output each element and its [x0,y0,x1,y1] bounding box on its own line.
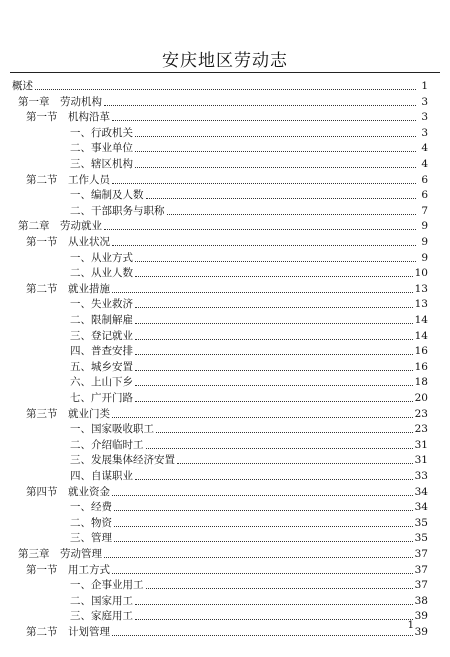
toc-entry-label: 一、行政机关 [70,126,133,139]
dot-leader [114,538,413,542]
toc-entry-page: 14 [414,314,428,326]
toc-entry-page: 3 [421,126,428,139]
toc-entry-label: 二、限制解雇 [70,314,133,326]
toc-entry-label: 第一节 从业状况 [26,236,110,248]
toc-entry-page: 34 [414,485,428,498]
toc-entry-label: 概述 [12,80,33,92]
toc-row [70,188,428,203]
dot-leader [135,336,413,340]
toc-entry-label: 一、经费 [70,501,112,514]
toc-row [26,173,428,188]
title-divider [10,72,440,73]
dot-leader [156,429,413,433]
toc-entry-page: 33 [414,470,428,482]
toc-row [70,469,428,484]
dot-leader [135,601,413,605]
dot-leader [135,304,413,308]
dot-leader [112,289,413,293]
toc-row [26,407,428,422]
toc-entry-label: 第三章 劳动管理 [18,548,102,560]
dot-leader [112,414,413,418]
toc-entry-label: 四、自谋职业 [70,470,133,482]
dot-leader [135,133,416,137]
toc-row [70,266,428,281]
toc-entry-label: 三、辖区机构 [70,158,133,170]
toc-entry-page: 16 [414,345,428,358]
dot-leader [135,148,416,152]
toc-entry-label: 三、发展集体经济安置 [70,454,175,467]
toc-entry-page: 37 [414,563,428,576]
toc-entry-page: 10 [414,267,428,280]
dot-leader [112,242,416,246]
toc-row [70,297,428,312]
page-number: 1 [407,620,414,631]
toc-entry-label: 六、上山下乡 [70,376,133,389]
toc-row [70,126,428,141]
dot-leader [112,180,416,184]
toc-row [70,251,428,266]
toc-entry-label: 第一节 机构沿革 [26,111,110,124]
toc-entry-label: 二、物资 [70,516,112,529]
toc-entry-page: 39 [414,610,428,623]
dot-leader [112,570,413,574]
toc-entry-label: 二、国家用工 [70,594,133,607]
toc-entry-label: 一、编制及人数 [70,189,144,202]
toc-entry-page: 38 [414,594,428,607]
toc-row [70,516,428,531]
toc-entry-page: 37 [414,548,428,560]
toc-entry-page: 13 [414,282,428,295]
toc-row [18,95,428,110]
toc-row [18,219,428,234]
toc-entry-label: 二、干部职务与职称 [70,204,165,217]
toc-row [70,453,428,468]
toc-row [18,547,428,562]
toc-entry-page: 9 [421,251,428,264]
toc-entry-label: 第一章 劳动机构 [18,95,102,108]
toc-row [70,344,428,359]
toc-entry-label: 第四节 就业资金 [26,485,110,498]
dot-leader [135,367,413,371]
toc-entry-page: 23 [414,407,428,420]
dot-leader [135,616,413,620]
toc-entry-page: 35 [414,516,428,529]
toc-row [70,360,428,375]
dot-leader [104,554,413,558]
toc-entry-page: 4 [421,142,428,155]
toc-entry-page: 4 [421,158,428,170]
dot-leader [104,102,416,106]
toc-entry-label: 一、失业救济 [70,298,133,311]
toc-entry-page: 18 [414,376,428,389]
toc-entry-page: 6 [421,189,428,202]
toc-entry-page: 31 [414,454,428,467]
toc-row [70,422,428,437]
toc-entry-page: 7 [421,204,428,217]
toc-entry-label: 第一节 用工方式 [26,563,110,576]
toc-row [70,141,428,156]
toc-entry-page: 35 [414,532,428,545]
toc-row [70,500,428,515]
toc-entry-page: 16 [414,360,428,373]
toc-entry-label: 四、普查安排 [70,345,133,358]
toc-entry-page: 9 [421,220,428,233]
dot-leader [114,507,413,511]
toc-entry-label: 三、登记就业 [70,329,133,342]
dot-leader [135,164,416,168]
dot-leader [135,273,413,277]
toc-entry-label: 第三节 就业门类 [26,407,110,420]
toc-row [70,313,428,328]
dot-leader [35,86,416,90]
toc-row [70,438,428,453]
toc-entry-label: 一、国家吸收职工 [70,423,154,436]
toc-row [70,329,428,344]
toc-entry-label: 第二节 就业措施 [26,282,110,295]
toc-entry-label: 七、广开门路 [70,392,133,404]
dot-leader [135,320,413,324]
dot-leader [112,632,413,636]
toc-entry-label: 一、从业方式 [70,251,133,264]
toc-row [70,375,428,390]
dot-leader [135,382,413,386]
toc-entry-page: 37 [414,579,428,592]
dot-leader [177,460,413,464]
dot-leader [114,523,413,527]
toc-entry-label: 五、城乡安置 [70,360,133,373]
toc-entry-label: 第二节 工作人员 [26,173,110,186]
toc-entry-page: 6 [421,173,428,186]
toc-row [26,485,428,500]
toc-row [70,391,428,406]
toc-row [26,282,428,297]
toc-entry-label: 二、事业单位 [70,142,133,155]
dot-leader [167,211,417,215]
dot-leader [146,195,417,199]
dot-leader [112,492,413,496]
toc-row [70,531,428,546]
toc-row [26,235,428,250]
dot-leader [135,351,413,355]
toc-entry-page: 3 [421,95,428,108]
dot-leader [135,398,413,402]
toc-row [70,204,428,219]
toc-entry-page: 1 [421,80,428,92]
toc-entry-page: 3 [421,111,428,124]
toc-row [70,594,428,609]
toc-entry-page: 23 [414,423,428,436]
toc-entry-label: 二、介绍临时工 [70,438,144,451]
toc-row [26,110,428,125]
toc-row [26,625,428,640]
toc-row [70,609,428,624]
toc-entry-page: 34 [414,501,428,514]
toc-row [12,79,428,94]
dot-leader [146,585,413,589]
toc-row [70,157,428,172]
toc-entry-page: 9 [421,236,428,248]
toc-entry-label: 二、从业人数 [70,267,133,280]
toc-row [26,563,428,578]
page-title: 安庆地区劳动志 [162,51,288,71]
toc-entry-page: 39 [414,626,428,638]
toc-entry-label: 一、企事业用工 [70,579,144,592]
dot-leader [135,476,413,480]
toc-row [70,578,428,593]
toc-entry-page: 13 [414,298,428,311]
toc-entry-label: 第二节 计划管理 [26,626,110,638]
dot-leader [104,226,416,230]
toc-entry-label: 三、家庭用工 [70,610,133,623]
dot-leader [146,445,413,449]
dot-leader [112,117,416,121]
toc-entry-page: 20 [414,392,428,404]
toc-entry-page: 14 [414,329,428,342]
toc-entry-label: 三、管理 [70,532,112,545]
toc-entry-label: 第二章 劳动就业 [18,220,102,233]
dot-leader [135,258,416,262]
toc-entry-page: 31 [414,438,428,451]
